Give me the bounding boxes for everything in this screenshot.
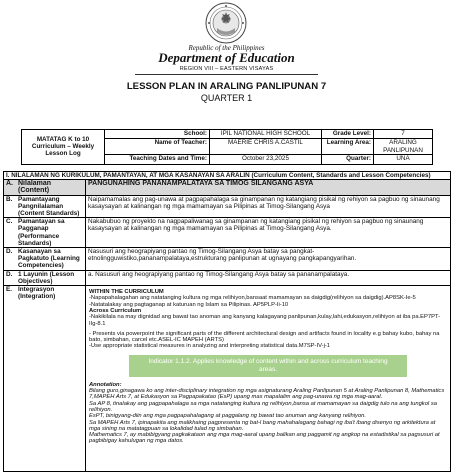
row-learning-competencies-label bbox=[4, 248, 86, 271]
row-content-standards-value: Naipamamalas ang pag-unawa at pagpapahalaga sa ginampanan ng katangiang pisikal ng rehiyon sa pagbuo ng sinaunang kasaysayan at kalinangan ng mga mamamayan sa Pilipinas at Timog-Silangang Asya bbox=[86, 195, 451, 218]
row-integration-label bbox=[4, 286, 86, 472]
learning-area-value: ARALING PANLIPUNAN bbox=[374, 139, 433, 155]
row-label: 1 Layunin (Lesson Objectives) bbox=[18, 270, 75, 285]
republic-text: Republic of the Philippines bbox=[188, 44, 265, 52]
curriculum-label: MATATAG K to 10 Curriculum – Weekly Lesson Log bbox=[22, 130, 105, 165]
row-num: C. bbox=[6, 218, 13, 226]
row-label: Nilalaman (Content) bbox=[18, 180, 52, 195]
school-label: School: bbox=[105, 130, 210, 139]
across-curriculum-title: Across Curriculum bbox=[89, 307, 142, 314]
section-i-heading: I. NILALAMAN NG KURIKULUM, PAMANTAYAN, AT MGA KASANAYAN SA ARALIN (Curriculum Content, Standards and Lesson Competencies) bbox=[4, 172, 451, 180]
row-learning-competencies-value: Nasusuri ang heograpiyang pantao ng Timog-Silangang Asya batay sa pangkat-etnolingguwistiko,pananampalataya,estrukturang panlipunan at ugnayang pangkapangyarihan. bbox=[86, 248, 451, 271]
grade-label: Grade Level: bbox=[322, 130, 374, 139]
within-item-1: -Napapahalagahan ang natatanging kultura ng mga relihiyon,bansaat mamamayan sa daigdig(relihiyon sa daigdig).AP8SK-Ie-5 bbox=[89, 295, 416, 302]
header-divider bbox=[135, 74, 318, 75]
within-curriculum-title: WITHIN THE CURRICULUM bbox=[89, 289, 164, 296]
row-num: D. bbox=[6, 248, 13, 256]
row-label: Kasanayan sa Pagkatuto (Learning Competencies) bbox=[18, 248, 80, 270]
school-value: IPIL NATIONAL HIGH SCHOOL bbox=[210, 130, 322, 139]
annotation-title: Annotation: bbox=[89, 381, 122, 388]
row-lesson-objectives-value: a. Nasusuri ang heograpiyang pantao ng Timog-Silangang Asya batay sa pananampalataya. bbox=[86, 270, 451, 285]
across-item-1: -Nakikilala na may dignidad ang bawat tao anoman ang kanyang kalagayang panlipunan,kulay,lahi,edukasyon,relihiyon at iba pa.EP7PT-IIg-8.1 bbox=[89, 314, 441, 327]
row-label: Pamantayang Pangnilalaman (Content Standards) bbox=[18, 195, 80, 218]
grade-value: 7 bbox=[374, 130, 433, 139]
quarter-label: Quarter: bbox=[322, 155, 374, 164]
teacher-value: MAERIE CHRIS A.CASTIL bbox=[210, 139, 322, 155]
region-text: REGION VIII – EASTERN VISAYAS bbox=[179, 66, 274, 72]
annotation-paragraph: EsPT, binigyang-diin ang mga pagpapahalagang at paggalang ng bawat tao anuman ang kanyang relihiyon. bbox=[89, 413, 366, 420]
row-label: Integrasyon (Integration) bbox=[18, 286, 56, 301]
annotation-paragraph: Sa MAPEH Arts 7, ipinapakita ang malikhaing pagpresenta ng bat-l bang mahahalagang bahagi ng iba't ibang disenyo ng arkitektura at mga sining na matatagpuan sa lokalidad tulad ng simbahan. bbox=[89, 419, 436, 432]
row-content-value: PANGUNAHING PANANAMPALATAYA SA TIMOG SILANGANG ASYA bbox=[86, 180, 451, 195]
annotation-paragraph: Mathematics 7, ay mabibigyang pagkakataon ang mga mag-aaral upang balikan ang paggamit ng angkop na estadistikal sa pagsusuri at pagbibigay kahulugan ng mga datos. bbox=[89, 432, 440, 445]
lesson-content-table bbox=[3, 171, 451, 472]
dates-label: Teaching Dates and Time: bbox=[105, 155, 210, 164]
row-content-label bbox=[4, 180, 86, 195]
department-title: Department of Education bbox=[158, 50, 295, 65]
row-content-standards-label bbox=[4, 195, 86, 218]
dates-value: October 23,2025 bbox=[210, 155, 322, 164]
row-num: A. bbox=[6, 180, 13, 188]
learning-area-label: Learning Area: bbox=[322, 139, 374, 155]
indicator-banner: Indicator 1.1.2. Applies knowledge of content within and across curriculum teaching areas. bbox=[129, 355, 407, 377]
row-performance-standards-value: Nakabubuo ng proyekto na nagpapaliwanag sa ginampanan ng katangiang pisikal ng rehiyon sa pagbuo ng sinaunang kasaysayan at kalinangan ng mga mamamayan sa Pilipinas at Timog-Silangang Asya. bbox=[86, 218, 451, 248]
row-num: B. bbox=[6, 195, 13, 203]
annotation-paragraph: Bilang guro,ginagawa ko ang inter-disciplinary integration ng mga asignaturang Araling Panlipunan 5 at Araling Panlipunan 8, Mathematics 7,MAPEH Arts 7, at Edukasyon sa Pagpapakatao (EsP) upang mas mapalalim ang pag-unawa ng mga mag-aaral. bbox=[89, 388, 445, 401]
row-performance-standards-label bbox=[4, 218, 86, 248]
quarter-value: UNA bbox=[374, 155, 433, 164]
row-lesson-objectives-label bbox=[4, 270, 86, 285]
presents-item: - Presents via powerpoint the significant parts of the different architectural design and artifacts found in locality e.g bahay kubo, bahay na bato, simbahan, carcel etc.ASEL-IC MAPEH (ARTS) bbox=[89, 330, 440, 344]
within-item-2: -Natatalakay ang pagtaganap at katuruan ng Islam sa Pilipinas. AP5PLP-Ii-10 bbox=[89, 301, 289, 308]
deped-seal-logo bbox=[205, 2, 247, 44]
statistics-item: -Use appropriate statistical measures in analyzing and interpreting statistical data.M7SP-IV-j-1 bbox=[89, 343, 331, 350]
teacher-label: Name of Teacher: bbox=[105, 139, 210, 155]
annotation-paragraph: Sa AP 8, tinalakay ang pagpapahalaga sa mga natatanging kultura ng relihiyon,bansa at mamamayan sa daigdig tulo na ang tungkol sa relihiyon. bbox=[89, 400, 437, 413]
info-table bbox=[21, 129, 433, 165]
row-num: E. bbox=[6, 286, 13, 294]
quarter-heading: QUARTER 1 bbox=[200, 93, 253, 103]
row-label: Pamantayan sa Pagganap (Performance Standards) bbox=[18, 218, 65, 247]
row-integration-value bbox=[86, 286, 451, 472]
lesson-plan-title: LESSON PLAN IN ARALING PANLIPUNAN 7 bbox=[126, 81, 327, 92]
row-num: D. bbox=[6, 270, 13, 278]
